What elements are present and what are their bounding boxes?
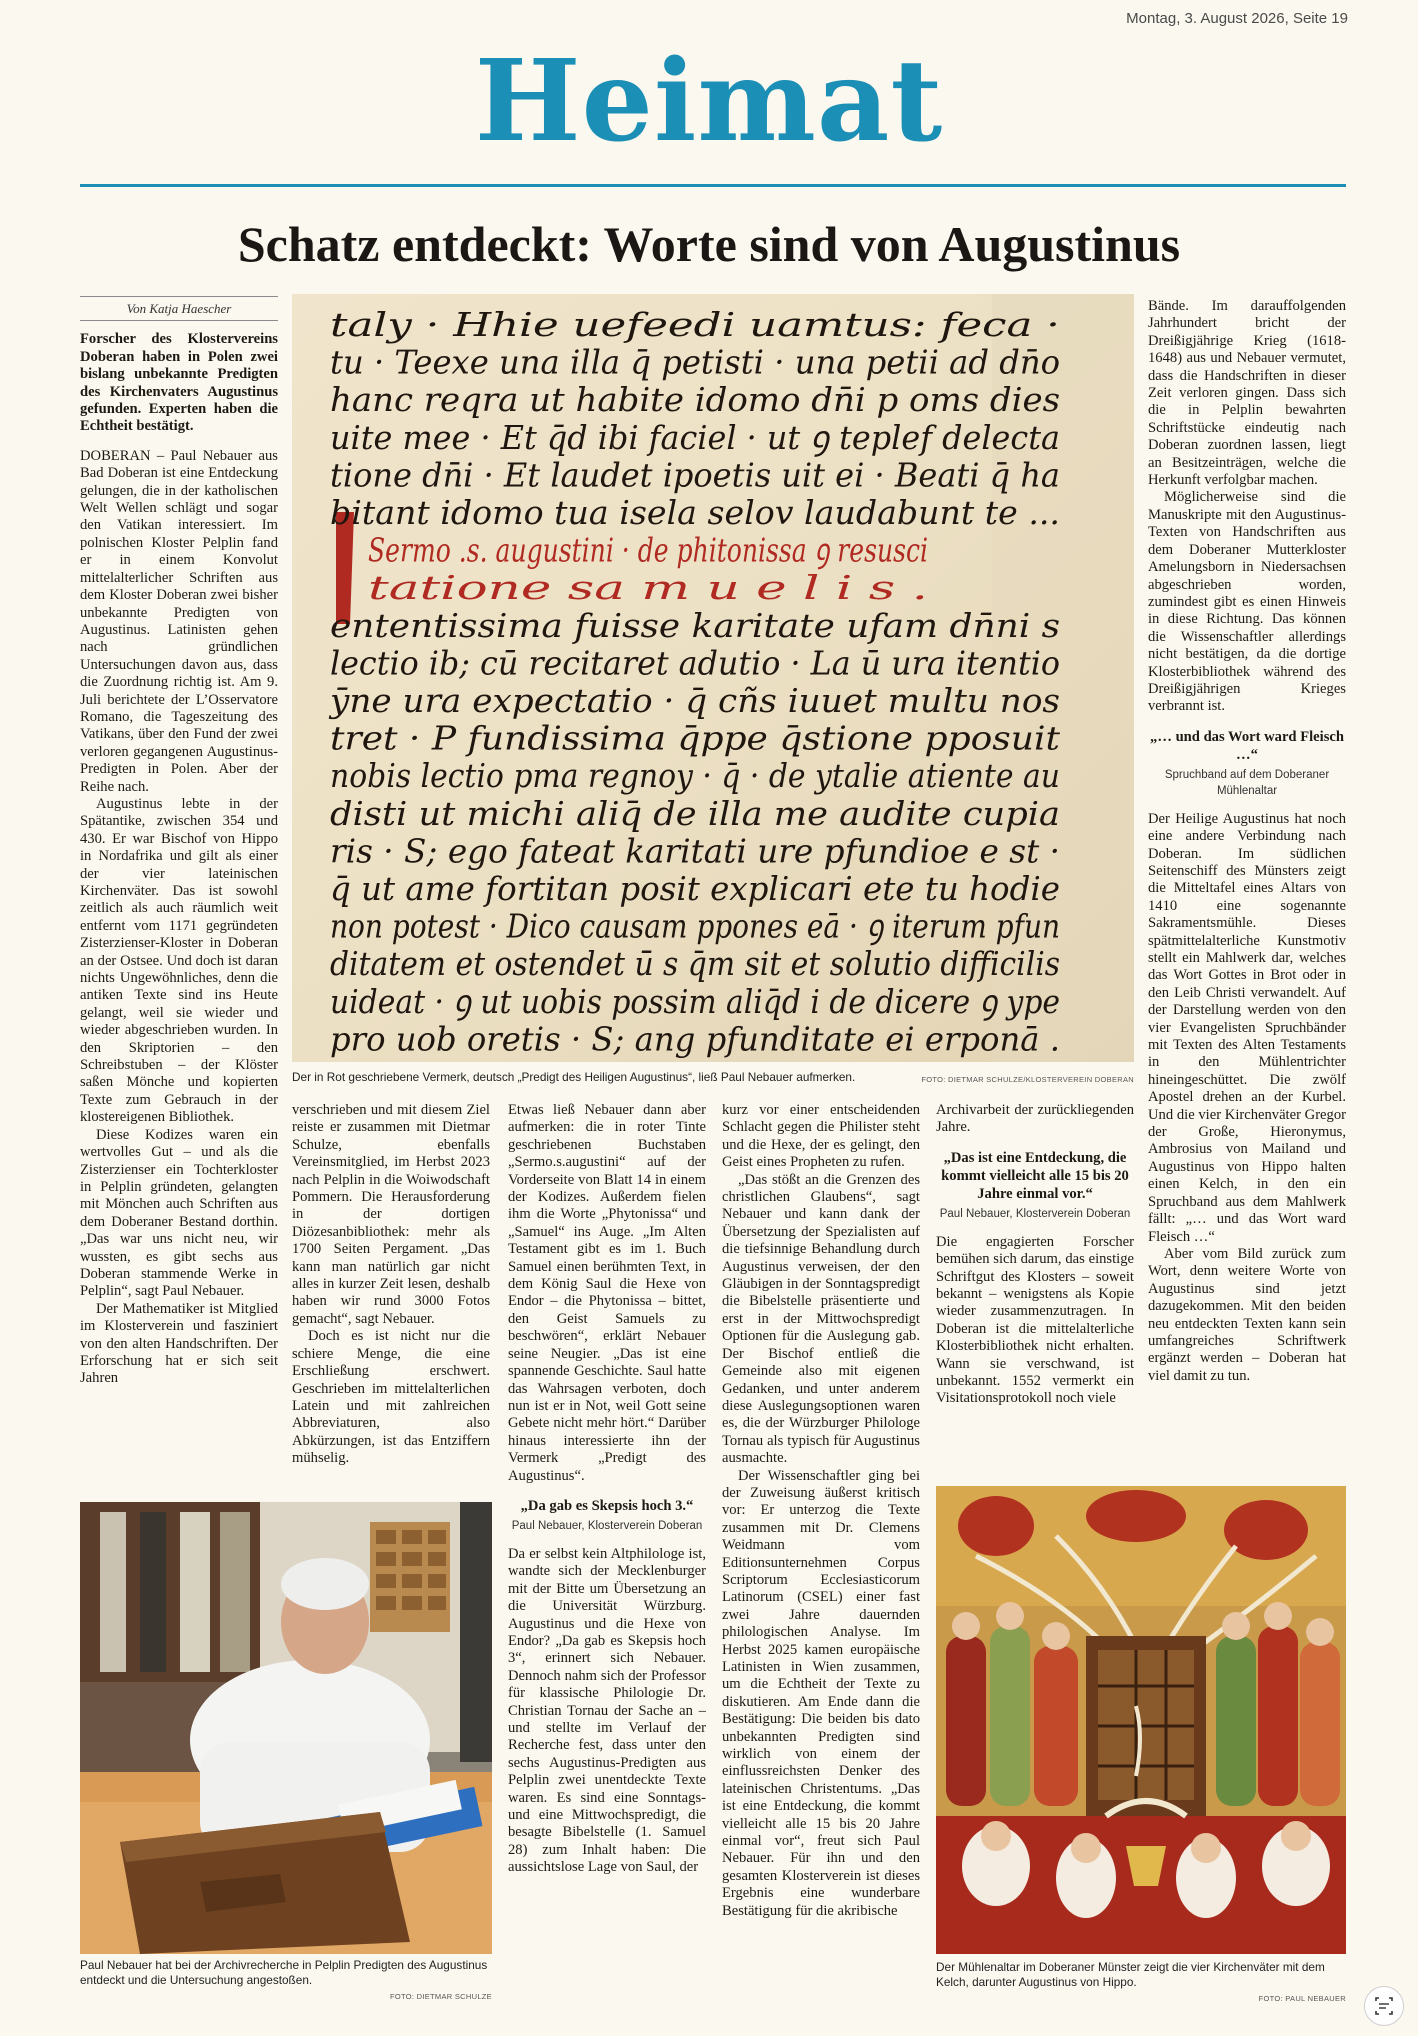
- body-paragraph: Der Mathematiker ist Mitglied im Klosterverein und fasziniert von den alten Handschriften. Der Erforschung hat er sich seit Jahren: [80, 1300, 278, 1387]
- manuscript-line: hanc reqra ut habite idomo dn̄i p oms dies: [330, 380, 1060, 420]
- manuscript-line: Sermo .s. augustini · de phitonissa ꝯ resusci: [368, 530, 928, 570]
- pull-quote-source: Spruchband auf dem Doberaner Mühlenaltar: [1164, 768, 1330, 797]
- manuscript-line: disti ut michi aliq̄ de illa me audite cupia: [330, 793, 1060, 833]
- photo-scene: [80, 1502, 492, 1954]
- manuscript-line: nobis lectio pma regnoy · q̄ · de ytalie atiente au: [330, 756, 1060, 796]
- body-paragraph: Möglicherweise sind die Manuskripte mit den Augustinus-Texten von Handschriften aus dem Doberaner Mutterkloster Amelungsborn in Niedersachsen abgeschrieben worden, zumindest gibt es einen Hinweis in diese Richtung. Das können die Wissenschaftler allerdings nicht bestätigen, da die dortige Klosterbibliothek während des Dreißigjährigen Krieges verbrannt ist.: [1148, 489, 1346, 715]
- manuscript-caption: Der in Rot geschriebene Vermerk, deutsch „Predigt des Heiligen Augustinus“, ließ Paul Nebauer aufmerken.: [292, 1070, 856, 1084]
- photo-credit: FOTO: DIETMAR SCHULZE: [389, 1992, 492, 2001]
- column-4: [722, 1102, 920, 2004]
- pull-quote: [1148, 728, 1346, 799]
- column-1: [80, 296, 278, 1492]
- scan-text-icon[interactable]: [1364, 1986, 1404, 2026]
- body-paragraph: Bände. Im darauffolgenden Jahrhundert bricht der Dreißigjährige Krieg (1618-1648) aus und Nebauer vermutet, dass die Handschriften in dieser Zeit verloren gingen. Dass sich die in Pelplin bewahrten Schriftstücke eindeutig nach Doberan zuordnen lassen, liegt an Besitzeinträgen, welche die Herkunft verfolgbar machen.: [1148, 298, 1346, 489]
- column-2: [292, 1102, 490, 1492]
- body-paragraph: Aber vom Bild zurück zum Wort, denn weitere Worte von Augustinus sind jetzt dazugekommen. Mit den beiden neu entdeckten Texten kann sein umfangreiches Schriftwerk ergänzt werden – Doberan hat viel damit zu tun.: [1148, 1245, 1346, 1384]
- body-paragraph: DOBERAN – Paul Nebauer aus Bad Doberan ist eine Entdeckung gelungen, die in der katholischen Welt Wellen schlägt und sogar den Vatikan interessiert. Im polnischen Kloster Pelplin fand er in einem Konvolut mittelalterlicher Schriften aus dem Kloster Doberan zwei bisher unbekannte Predigten von Augustinus. Latinisten gehen nach gründlichen Untersuchungen davon aus, dass die Zuordnung richtig ist. Am 9. Juli berichtete der L’Osservatore Romano, die Tageszeitung des Vatikans, über den Fund der zwei verloren gegangenen Augustinus-Predigten in Polen. Aber der Reihe nach.: [80, 447, 278, 795]
- body-paragraph: Etwas ließ Nebauer dann aber aufmerken: die in roter Tinte geschriebenen Buchstaben „Sermo.s.augustini“ auf der Vorderseite von Blatt 14 in einem der Kodizes. Außerdem fielen ihm die Worte „Phytonissa“ und „Samuel“ ins Auge. „Im Alten Testament gibt es im 1. Buch Samuel einen berühmten Text, in dem König Saul die Hexe von Endor – die Phytonissa – bittet, den Geist Samuels zu beschwören“, erklärt Nebauer seine Neugier. „Das ist eine spannende Geschichte. Saul hatte das Wahrsagen verboten, doch nun ist er in Not, weil Gott seine Gebete nicht mehr hört.“ Darüber hinaus interessierte ihn der Vermerk „Predigt des Augustinus“.: [508, 1102, 706, 1484]
- manuscript-line: ȳne ura expectatio · q̄ cñs iuuet multu nos: [327, 681, 1060, 720]
- body-paragraph: Da er selbst kein Altphilologe ist, wandte sich der Mecklenburger mit der Bitte um Übersetzung an die Universität Würzburg. Augustinus und die Hexe von Endor? „Da gab es Skepsis hoch 3“, erinnert sich Nebauer. Dennoch nahm sich der Professor für klassische Philologie Dr. Christian Tornau der Sache an – und stellte im Verlauf der Recherche fest, dass unter den sechs Augustinus-Predigten aus Pelplin zwei unentdeckte Texte waren. Es sind eine Sonntags- und eine Mittwochspredigt, die besagte Bibelstelle (1. Samuel 28) zum Inhalt haben: Die aussichtslose Lage von Saul, der: [508, 1545, 706, 1876]
- pull-quote: [936, 1149, 1134, 1222]
- byline: Von Katja Haescher: [80, 296, 278, 321]
- pull-quote-source: Paul Nebauer, Klosterverein Doberan: [511, 1519, 703, 1532]
- column-6: [1148, 298, 1346, 1478]
- photo-caption-row: [80, 1958, 492, 2004]
- manuscript-image: [292, 294, 1134, 1062]
- manuscript-line: bitant idomo tua isela selov laudabunt te ...: [330, 493, 1060, 532]
- pull-quote: [508, 1497, 706, 1534]
- column-5: [936, 1102, 1134, 1478]
- manuscript-line: q̄ ut ame fortitan posit explicari ete tu hodie: [330, 869, 1060, 908]
- manuscript-line: ententissima fuisse karitate ufam dn̄ni s: [330, 605, 1060, 645]
- manuscript-text: [328, 305, 1061, 1058]
- manuscript-line: tione dn̄i · Et laudet ipoetis uit ei · Beati q̄ ha: [330, 455, 1060, 495]
- altar-caption-row: [936, 1960, 1346, 2006]
- body-paragraph: Augustinus lebte in der Spätantike, zwischen 354 und 430. Er war Bischof von Hippo in Nordafrika und gilt als einer der vier lateinischen Kirchenväter. Das ist sowohl zeitlich als auch räumlich weit entfernt vom 1171 gegründeten Zisterzienser-Kloster in Doberan an der Ostsee. Und doch ist daran nichts Ungewöhnliches, denn die antiken Texte sind ins Heute gelangt, weil sie wieder und wieder abgeschrieben wurden. In den Skriptorien – den Schreibstuben – der Klöster saßen Mönche und kopierten Texte zum Gebrauch in der klostereigenen Bibliothek.: [80, 795, 278, 1126]
- manuscript-line: non potest · Dico causam ppones eā · ꝯ iterum pfun: [330, 906, 1060, 946]
- manuscript-page: [292, 294, 1134, 1062]
- manuscript-line: tu · Teexe una illa q̄ petisti · una petii ad dn̄o: [330, 342, 1060, 382]
- body-paragraph: Der Wissenschaftler ging bei der Zuweisung äußerst kritisch vor: Er unterzog die Texte zusammen mit Dr. Clemens Weidmann vom Editionsunternehmen Corpus Scriptorum Ecclesiasticorum Latinorum (CSEL) einer fast zwei Jahre dauernden philologischen Analyse. Im Herbst 2025 kamen europäische Latinisten in Wien zusammen, um die Echtheit der Texte zu diskutieren. Am Ende dann die Bestätigung: Die beiden bis dato unbekannten Predigten sind wirklich von einem der einflussreichsten Denker des lateinischen Christentums. „Das ist eine Entdeckung, die kommt vielleicht alle 15 bis 20 Jahre einmal vor“, freut sich Paul Nebauer. Für ihn und den gesamten Klosterverein ist dieses Ergebnis eine wunderbare Bestätigung für die akribische: [722, 1467, 920, 1919]
- body-paragraph: Der Heilige Augustinus hat noch eine andere Verbindung nach Doberan. Im südlichen Seitenschiff des Münsters zeigt die Mitteltafel eines Altars von 1410 eine sogenannte Sakramentsmühle. Dieses spätmittelalterliche Kunstmotiv stellt ein Mahlwerk dar, welches das Wort Gottes in Brot oder in den Leib Christi verwandelt. Auf der Darstellung werden von den vier Evangelisten Spruchbänder mit Texten des Alten Testaments in den Mühlentrichter hineingeschüttet. Die zwölf Apostel drehen an der Kurbel. Und die vier Kirchenväter Gregor der Große, Hieronymus, Ambrosius von Mailand und Augustinus von Hippo halten einen Kelch, in den ein Spruchband aus dem Mahlwerk fällt: „… und das Wort ward Fleisch …“: [1148, 810, 1346, 1245]
- photo-caption: Paul Nebauer hat bei der Archivrecherche in Pelplin Predigten des Augustinus entdeckt und die Untersuchung angestoßen.: [80, 1958, 488, 1987]
- pull-quote-text: „… und das Wort ward Fleisch …“: [1150, 728, 1344, 763]
- section-rule: [80, 184, 1346, 187]
- section-title: Heimat: [474, 36, 944, 167]
- manuscript-line: taly · Hhie uefeedi uamtus: feca ·: [330, 305, 1060, 344]
- body-paragraph: Archivarbeit der zurückliegenden Jahre.: [936, 1102, 1134, 1136]
- body-paragraph: kurz vor einer entscheidenden Schlacht gegen die Philister steht und die Hexe, der es gelingt, den Geist eines Propheten zu rufen.: [722, 1102, 920, 1171]
- pull-quote-text: „Da gab es Skepsis hoch 3.“: [520, 1497, 694, 1514]
- manuscript-line: pro uob oretis · S; ang pfunditate ei erponā .: [330, 1019, 1060, 1059]
- altar-painting: [936, 1486, 1346, 1954]
- body-paragraph: Diese Kodizes waren ein wertvolles Gut – und als die Zisterzienser ein Tochterkloster in Pelplin gründeten, gelangten mit Mönchen auch Schriften aus dem Doberaner Bestand dorthin. „Das war uns nicht neu, wir wussten, es gibt sechs aus Doberan stammende Werke in Pelplin“, sagt Paul Nebauer.: [80, 1126, 278, 1300]
- manuscript-line: ris · S; ego fateat karitati ure pfundioe e st ·: [330, 831, 1060, 871]
- manuscript-line: tatione sa m u e l i s .: [368, 568, 928, 608]
- pull-quote-text: „Das ist eine Entdeckung, die kommt vielleicht alle 15 bis 20 Jahre einmal vor.“: [941, 1149, 1129, 1202]
- body-paragraph: Doch es ist nicht nur die schiere Menge, die eine Erschließung erschwert. Geschrieben im mittelalterlichen Latein und mit zahlreichen Abbreviaturen, also Abkürzungen, ist das Entziffern mühselig.: [292, 1328, 490, 1467]
- body-paragraph: Die engagierten Forscher bemühen sich darum, das einstige Schriftgut des Klosters – soweit bekannt – wenigstens als Kopie wieder zusammenzutragen. In Doberan ist die mittelalterliche Klosterbibliothek nicht erhalten. Wann sie verschwand, ist unbekannt. 1552 vermerkt ein Visitationsprotokoll noch viele: [936, 1233, 1134, 1407]
- manuscript-line: uideat · ꝯ ut uobis possim aliq̄d i de dicere ꝯ ype: [330, 981, 1060, 1021]
- pull-quote-source: Paul Nebauer, Klosterverein Doberan: [939, 1207, 1131, 1220]
- body-paragraph: „Das stößt an die Grenzen des christlichen Glaubens“, sagt Nebauer und kann dank der Übersetzung der Spezialisten auf die tiefsinnige Behandlung durch Augustinus verweisen, der den Gläubigen in der Sonntagspredigt die Bibelstelle präsentierte und erst in der Mittwochspredigt Optionen für die Auslegung gab. Der Bischof entließ die Gemeinde also mit eigenen Gedanken, und unter anderem diese Auslegungsoptionen waren es, die der Würzburger Philologe Tornau als typisch für Augustinus ausmachte.: [722, 1171, 920, 1467]
- page-date: Montag, 3. August 2026, Seite 19: [1126, 10, 1348, 27]
- column-3: [508, 1102, 706, 2004]
- manuscript-line: lectio ib; cū recitaret adutio · La ū ura itentio: [330, 643, 1060, 683]
- altar-credit: FOTO: PAUL NEBAUER: [1258, 1994, 1346, 2003]
- altar-image: [936, 1486, 1346, 1954]
- nebauer-photo: [80, 1502, 492, 1954]
- lead-paragraph: Forscher des Klostervereins Doberan haben in Polen zwei bislang unbekannte Predigten des Kirchenvaters Augustinus gefunden. Experten haben die Echtheit bestätigt.: [80, 331, 278, 435]
- body-paragraph: verschrieben und mit diesem Ziel reiste er zusammen mit Dietmar Schulze, ebenfalls Vereinsmitglied, im Herbst 2023 nach Pelplin in die Woiwodschaft Pommern. Die Herausforderung in der dortigen Diözesanbibliothek: mehr als 1700 Seiten Pergament. „Das kann man natürlich gar nicht alles in kurzer Zeit lesen, deshalb haben wir rund 3000 Fotos gemacht“, sagt Nebauer.: [292, 1102, 490, 1327]
- manuscript-line: tret · P fundissima q̄ppe q̄stione pposuit: [330, 718, 1061, 758]
- altar-caption: Der Mühlenaltar im Doberaner Münster zeigt die vier Kirchenväter mit dem Kelch, darunter Augustinus von Hippo.: [936, 1960, 1325, 1989]
- manuscript-caption-row: [292, 1070, 1134, 1085]
- manuscript-credit: FOTO: DIETMAR SCHULZE/KLOSTERVEREIN DOBERAN: [921, 1075, 1134, 1084]
- manuscript-line: uite mee · Et q̄d ibi faciel · ut ꝯ teplef delecta: [330, 417, 1060, 457]
- article-headline: Schatz entdeckt: Worte sind von Augustinus: [237, 216, 1181, 272]
- manuscript-line: ditatem et ostendet ū̄ s q̄m sit et solutio difficilis: [330, 944, 1060, 984]
